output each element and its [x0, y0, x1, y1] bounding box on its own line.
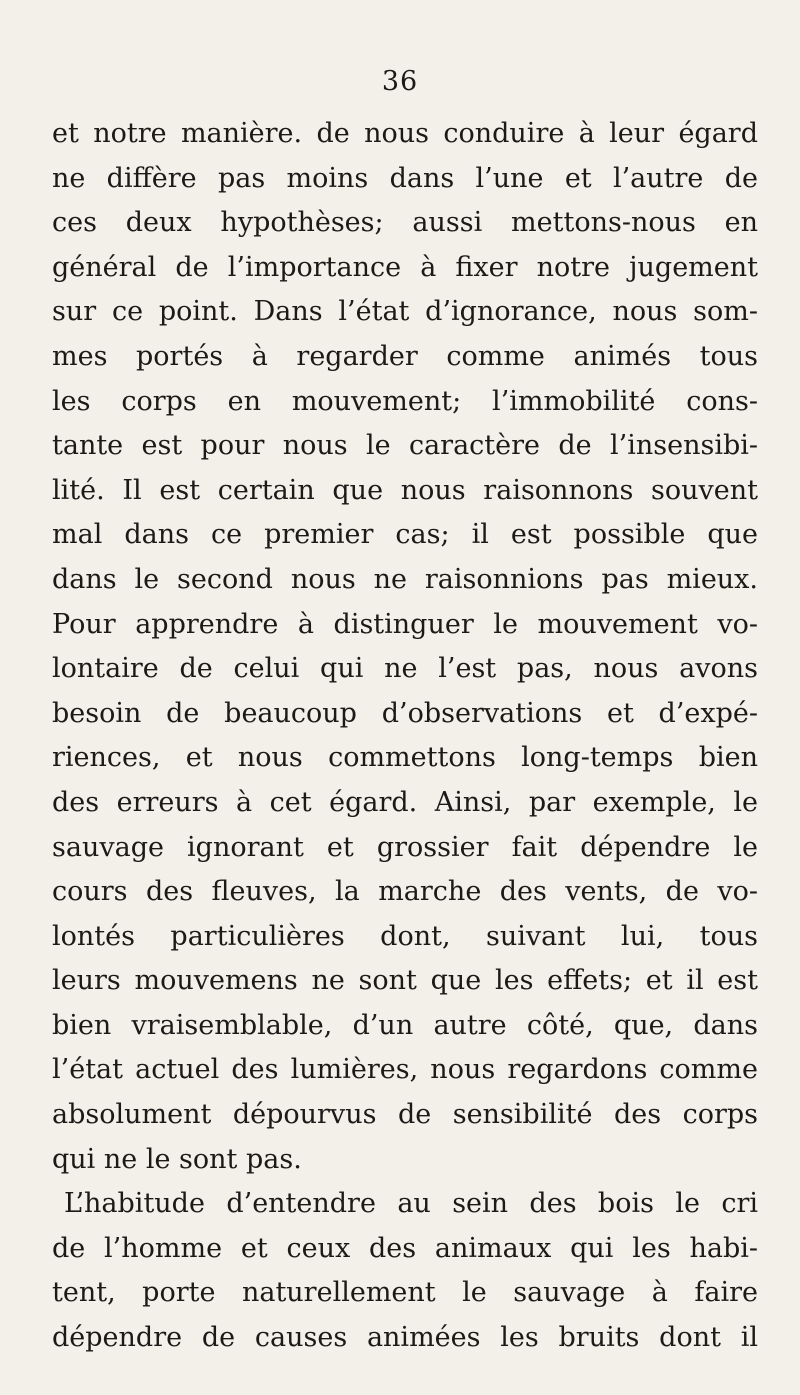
text-line: ces deux hypothèses; aussi mettons-nous en	[52, 207, 758, 239]
text-line: absolument dépourvus de sensibilité des corps	[52, 1099, 758, 1131]
text-line: des erreurs à cet égard. Ainsi, par exemple, le	[52, 786, 758, 818]
text-line: cours des fleuves, la marche des vents, de vo-	[52, 876, 758, 908]
page-number: 36	[381, 66, 419, 97]
text-line: dans le second nous ne raisonnions pas mieux.	[52, 563, 758, 595]
text-line: riences, et nous commettons long-temps bien	[52, 742, 758, 774]
text-line: mes portés à regarder comme animés tous	[52, 340, 758, 372]
text-line: l’état actuel des lumières, nous regardons comme	[52, 1054, 758, 1086]
text-line: général de l’importance à fixer notre jugement	[52, 251, 758, 283]
text-line: leurs mouvemens ne sont que les effets; et il est	[52, 965, 758, 997]
text-line: les corps en mouvement; l’immobilité cons-	[52, 385, 758, 417]
text-line: de l’homme et ceux des animaux qui les habi-	[52, 1232, 758, 1264]
text-line: tante est pour nous le caractère de l’insensibi-	[52, 430, 758, 462]
text-line: sur ce point. Dans l’état d’ignorance, nous som-	[52, 296, 758, 328]
text-line: tent, porte naturellement le sauvage à faire	[52, 1277, 758, 1309]
text-line: lité. Il est certain que nous raisonnons souvent	[52, 474, 758, 506]
text-line: besoin de beaucoup d’observations et d’expé-	[52, 697, 758, 729]
text-line: Pour apprendre à distinguer le mouvement vo-	[52, 608, 758, 640]
text-line: bien vraisemblable, d’un autre côté, que, dans	[52, 1009, 758, 1041]
text-line: lontés particulières dont, suivant lui, tous	[52, 920, 758, 952]
text-line: dépendre de causes animées les bruits dont il	[52, 1322, 758, 1354]
text-line: mal dans ce premier cas; il est possible que	[52, 519, 758, 551]
text-line: qui ne le sont pas.	[52, 1143, 302, 1175]
text-line: ne diffère pas moins dans l’une et l’autre de	[52, 162, 758, 194]
text-line: et notre manière. de nous conduire à leur égard	[52, 118, 758, 149]
body-text	[52, 112, 758, 1361]
text-line: lontaire de celui qui ne l’est pas, nous avons	[52, 653, 758, 685]
text-line: L’habitude d’entendre au sein des bois le cri	[64, 1188, 758, 1220]
text-line: sauvage ignorant et grossier fait dépendre le	[52, 831, 758, 863]
